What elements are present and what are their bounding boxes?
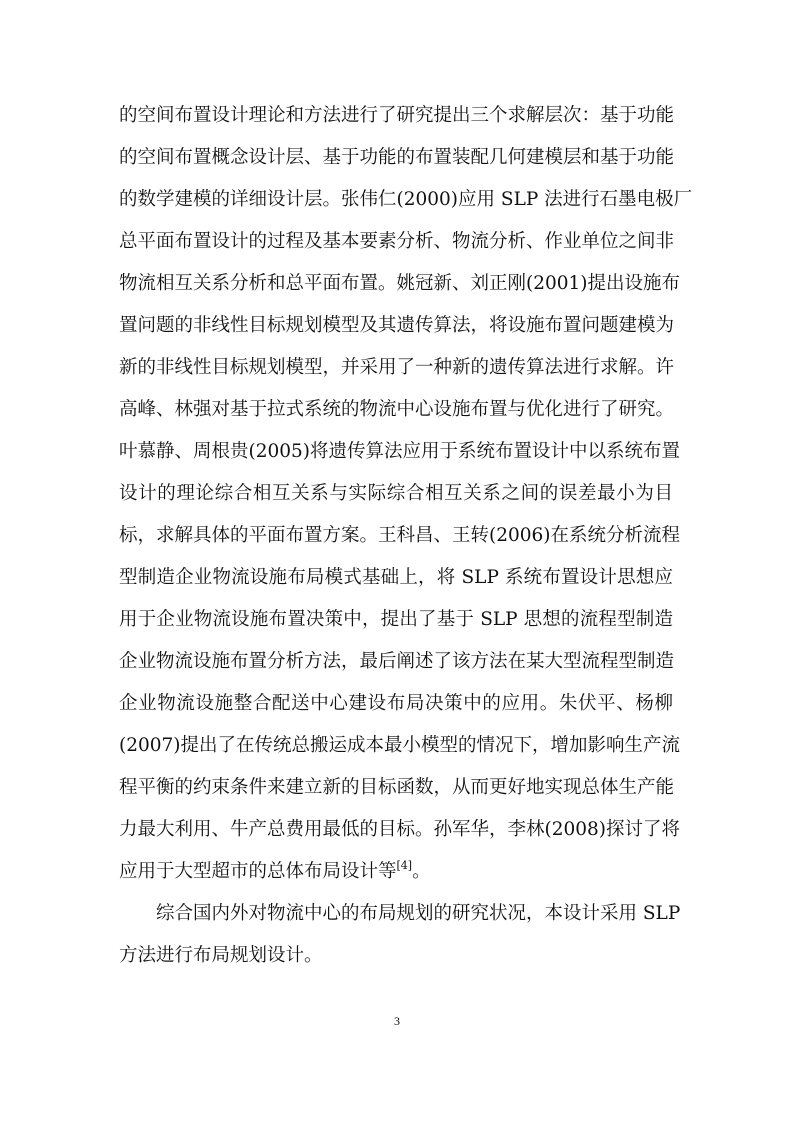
- text-line: 高峰、林强对基于拉式系统的物流中心设施布置与优化进行了研究。: [119, 399, 675, 420]
- text-line: 力最大利用、牛产总费用最低的目标。孙军华，李林(2008)探讨了将: [119, 819, 681, 840]
- text-span: 。: [412, 861, 431, 882]
- text-line: 物流相互关系分析和总平面布置。姚冠新、刘正刚(2001)提出设施布: [119, 273, 681, 294]
- text-line: 标，求解具体的平面布置方案。王科昌、王转(2006)在系统分析流程: [119, 525, 681, 546]
- text-line: 新的非线性目标规划模型，并采用了一种新的遗传算法进行求解。许: [119, 357, 675, 378]
- text-line: 企业物流设施布置分析方法，最后阐述了该方法在某大型流程型制造: [119, 651, 675, 672]
- text-line: (2007)提出了在传统总搬运成本最小模型的情况下，增加影响生产流: [119, 735, 681, 756]
- page-number: 3: [394, 1014, 400, 1028]
- text-line: 程平衡的约束条件来建立新的目标函数，从而更好地实现总体生产能: [119, 777, 675, 798]
- text-line: 型制造企业物流设施布局模式基础上，将 SLP 系统布置设计思想应: [119, 567, 673, 588]
- text-line: 综合国内外对物流中心的布局规划的研究状况，本设计采用 SLP: [156, 903, 681, 924]
- text-span: 应用于大型超市的总体布局设计等: [119, 861, 397, 882]
- text-line: 方法进行布局规划设计。: [119, 945, 323, 966]
- text-line: 的空间布置设计理论和方法进行了研究提出三个求解层次：基于功能: [119, 105, 675, 126]
- citation-reference: [4]: [396, 859, 413, 872]
- text-line-last: [119, 860, 673, 884]
- text-line: 企业物流设施整合配送中心建设布局决策中的应用。朱伏平、杨柳: [119, 693, 673, 714]
- text-line: 的空间布置概念设计层、基于功能的布置装配几何建模层和基于功能: [119, 147, 675, 168]
- text-line: 总平面布置设计的过程及基本要素分析、物流分析、作业单位之间非: [119, 231, 675, 252]
- text-line: 置问题的非线性目标规划模型及其遗传算法，将设施布置问题建模为: [119, 315, 675, 336]
- text-line: 的数学建模的详细设计层。张伟仁(2000)应用 SLP 法进行石墨电极厂: [119, 189, 693, 210]
- text-line: 用于企业物流设施布置决策中，提出了基于 SLP 思想的流程型制造: [119, 609, 673, 630]
- text-line: 叶慕静、周根贵(2005)将遗传算法应用于系统布置设计中以系统布置: [119, 441, 681, 462]
- text-line: 设计的理论综合相互关系与实际综合相互关系之间的误差最小为目: [119, 483, 673, 504]
